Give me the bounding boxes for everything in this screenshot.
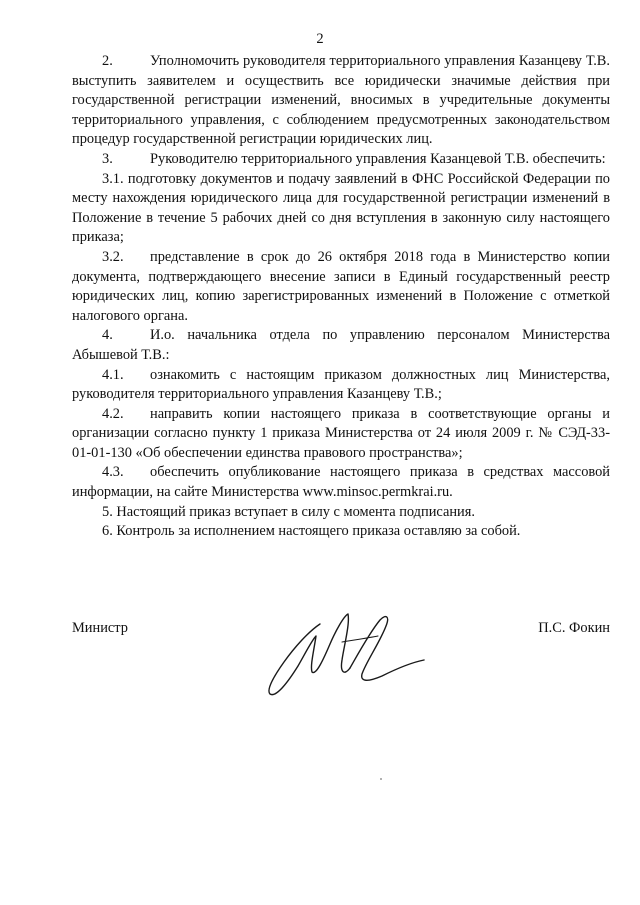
paragraph-3 <box>72 150 610 170</box>
paragraph-text: представление в срок до 26 октября 2018 года в Министерство копии документа, подтверждающего внесение записи в Единый государственный реестр юридических лиц, копию зарегистрированных изменений в Положение с отметкой налогового органа. <box>72 248 610 324</box>
paragraph-number: 4. <box>102 327 113 344</box>
paragraph-text: подготовку документов и подачу заявлений в ФНС Российской Федерации по месту нахождения юридического лица для государственной регистрации изменений в Положение в течение 5 рабочих дней со дня вступления в законную силу настоящего приказа; <box>72 170 610 246</box>
paragraph-text: направить копии настоящего приказа в соответствующие органы и организации согласно пункту 1 приказа Министерства от 24 июля 2009 г. № СЭД-33-01-01-130 «Об обеспечении единства правового пространства»; <box>72 405 610 461</box>
paragraph-number: 5. <box>102 503 113 520</box>
paragraph-text: Настоящий приказ вступает в силу с момента подписания. <box>116 503 475 520</box>
scan-speck <box>380 778 382 780</box>
paragraph-text: И.о. начальника отдела по управлению персоналом Министерства Абышевой Т.В.: <box>72 327 610 363</box>
paragraph-2 <box>72 52 610 150</box>
page-number: 2 <box>316 31 324 47</box>
paragraph-5 <box>72 503 610 523</box>
paragraph-number: 6. <box>102 523 113 540</box>
paragraph-number: 3.1. <box>102 170 124 187</box>
paragraph-4 <box>72 326 610 365</box>
paragraph-4-1 <box>72 366 610 405</box>
paragraph-4-3 <box>72 463 610 502</box>
paragraph-text: Руководителю территориального управления Казанцевой Т.В. обеспечить: <box>150 150 606 167</box>
paragraph-number: 4.1. <box>102 366 124 383</box>
paragraph-number: 4.2. <box>102 405 124 422</box>
paragraph-text: Уполномочить руководителя территориального управления Казанцеву Т.В. выступить заявителем и осуществить все юридически значимые действия при государственной регистрации изменений, вносимых в учредительные документы территориального управления, с соблюдением предусмотренных законодательством процедур государственной регистрации юридических лиц. <box>72 53 610 148</box>
paragraph-number: 2. <box>102 53 113 69</box>
paragraph-number: 4.3. <box>102 464 124 481</box>
signer-name: П.С. Фокин <box>538 620 610 636</box>
document-body <box>72 52 610 542</box>
paragraph-3-2 <box>72 248 610 326</box>
paragraph-text: обеспечить опубликование настоящего приказа в средствах массовой информации, на сайте Министерства www.minsoc.permkrai.ru. <box>72 464 610 501</box>
handwritten-signature <box>258 602 428 702</box>
paragraph-6 <box>72 522 610 542</box>
paragraph-text: ознакомить с настоящим приказом должностных лиц Министерства, руководителя территориального управления Казанцеву Т.В.; <box>72 366 610 403</box>
paragraph-4-2 <box>72 405 610 464</box>
paragraph-number: 3. <box>102 150 113 167</box>
paragraph-3-1 <box>72 170 610 248</box>
signer-title: Министр <box>72 620 128 636</box>
paragraph-number: 3.2. <box>102 248 124 265</box>
paragraph-text: Контроль за исполнением настоящего приказа оставляю за собой. <box>116 523 521 540</box>
